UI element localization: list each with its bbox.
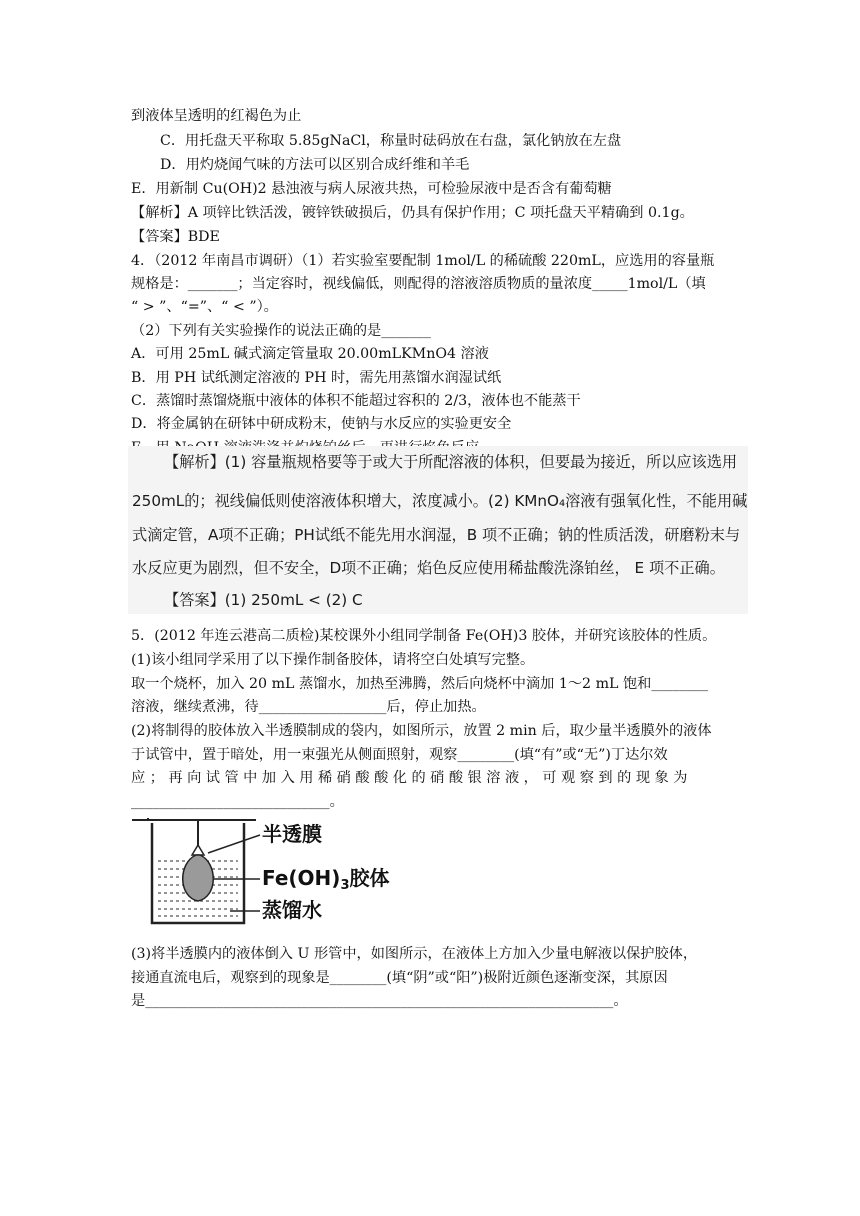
label-water: 蒸馏水 — [262, 898, 322, 922]
scan-answer-line: 【答案】(1) 250mL < (2) C — [164, 591, 363, 609]
scan-analysis-line: 水反应更为剧烈，但不安全，D项不正确；焰色反应使用稀盐酸洗涤铂丝， E 项不正确。 — [132, 559, 725, 577]
label-membrane: 半透膜 — [262, 822, 322, 846]
q4-option-d: D．将金属钠在研钵中研成粉末，使钠与水反应的实验更安全 — [131, 416, 512, 432]
question-4-part2: （2）下列有关实验操作的说法正确的是_______ — [131, 323, 431, 339]
analysis-line: 【解析】A 项锌比铁活泼，镀锌铁破损后，仍具有保护作用；C 项托盘天平精确到 0.1g。 — [131, 205, 694, 221]
question-5-part3: 接通直流电后，观察到的现象是________(填“阴”或“阳”)极附近颜色逐渐变深，其原因 — [131, 970, 668, 986]
q4-option-c: C．蒸馏时蒸馏烧瓶中液体的体积不能超过容积的 2/3，液体也不能蒸干 — [131, 393, 581, 409]
question-5-line: 溶液，继续煮沸，待__________________后，停止加热。 — [131, 699, 486, 715]
option-e: E．用新制 Cu(OH)2 悬浊液与病人尿液共热，可检验尿液中是否含有葡萄糖 — [131, 181, 612, 197]
scan-analysis-line: 【解析】(1) 容量瓶规格要等于或大于所配溶液的体积，但要最为接近，所以应该选用 — [164, 453, 738, 471]
option-d: D．用灼烧闻气味的方法可以区别合成纤维和羊毛 — [160, 157, 470, 173]
beaker-icon — [132, 818, 260, 923]
question-5-line: 应 ； 再 向 试 管 中 加 入 用 稀 硝 酸 酸 化 的 硝 酸 银 溶 液 ， 可 观 察 到 的 现 象 为 — [131, 770, 688, 786]
question-5-part3: 是__________________________________________________________________。 — [131, 993, 628, 1009]
scan-analysis-line: 250mL的；视线偏低则使溶液体积增大，浓度减小。(2) KMnO₄溶液有强氧化性，不能用碱 — [132, 492, 748, 510]
question-4-line: “ > ”、“=”、“ < ”）。 — [131, 299, 278, 315]
question-5-title: 5．(2012 年连云港高二质检)某校课外小组同学制备 Fe(OH)3 胶体，并研究该胶体的性质。 — [131, 628, 717, 644]
answer-line: 【答案】BDE — [131, 229, 220, 245]
beaker-figure — [130, 815, 390, 933]
question-5-line: 取一个烧杯，加入 20 mL 蒸馏水，加热至沸腾，然后向烧杯中滴加 1～2 mL 饱和________ — [131, 676, 709, 692]
label-colloid: $Fe(OH)_3$胶体 — [262, 866, 390, 893]
question-4-title: 4．（2012 年南昌市调研）（1）若实验室要配制 1mol/L 的稀硫酸 220mL，应选用的容量瓶 — [131, 253, 715, 269]
question-5-line: 于试管中，置于暗处，用一束强光从侧面照射，观察________(填“有”或“无”)丁达尔效 — [131, 747, 668, 763]
scanned-analysis-image — [128, 446, 748, 614]
q4-option-b: B．用 PH 试纸测定溶液的 PH 时，需先用蒸馏水润湿试纸 — [131, 370, 502, 386]
scan-analysis-line: 式滴定管，A项不正确；PH试纸不能先用水润湿，B 项不正确；钠的性质活泼，研磨粉末与 — [132, 526, 741, 544]
question-4-line: 规格是：_______；当定容时，视线偏低，则配得的溶液溶质物质的量浓度_____1mol/L（填 — [131, 276, 706, 292]
question-5-part3: (3)将半透膜内的液体倒入 U 形管中，如图所示，在液体上方加入少量电解液以保护胶体， — [131, 946, 698, 962]
question-5-line: (2)将制得的胶体放入半透膜制成的袋内，如图所示，放置 2 min 后，取少量半透膜外的液体 — [131, 723, 712, 739]
question-5-line: (1)该小组同学采用了以下操作制备胶体，请将空白处填写完整。 — [131, 652, 535, 668]
q4-option-a: A．可用 25mL 碱式滴定管量取 20.00mLKMnO4 溶液 — [131, 346, 489, 362]
question-5-line: ____________________________。 — [131, 794, 344, 810]
text-line: 到液体呈透明的红褐色为止 — [131, 108, 302, 124]
option-c: C．用托盘天平称取 5.85gNaCl，称量时砝码放在右盘，氯化钠放在左盘 — [160, 133, 622, 149]
